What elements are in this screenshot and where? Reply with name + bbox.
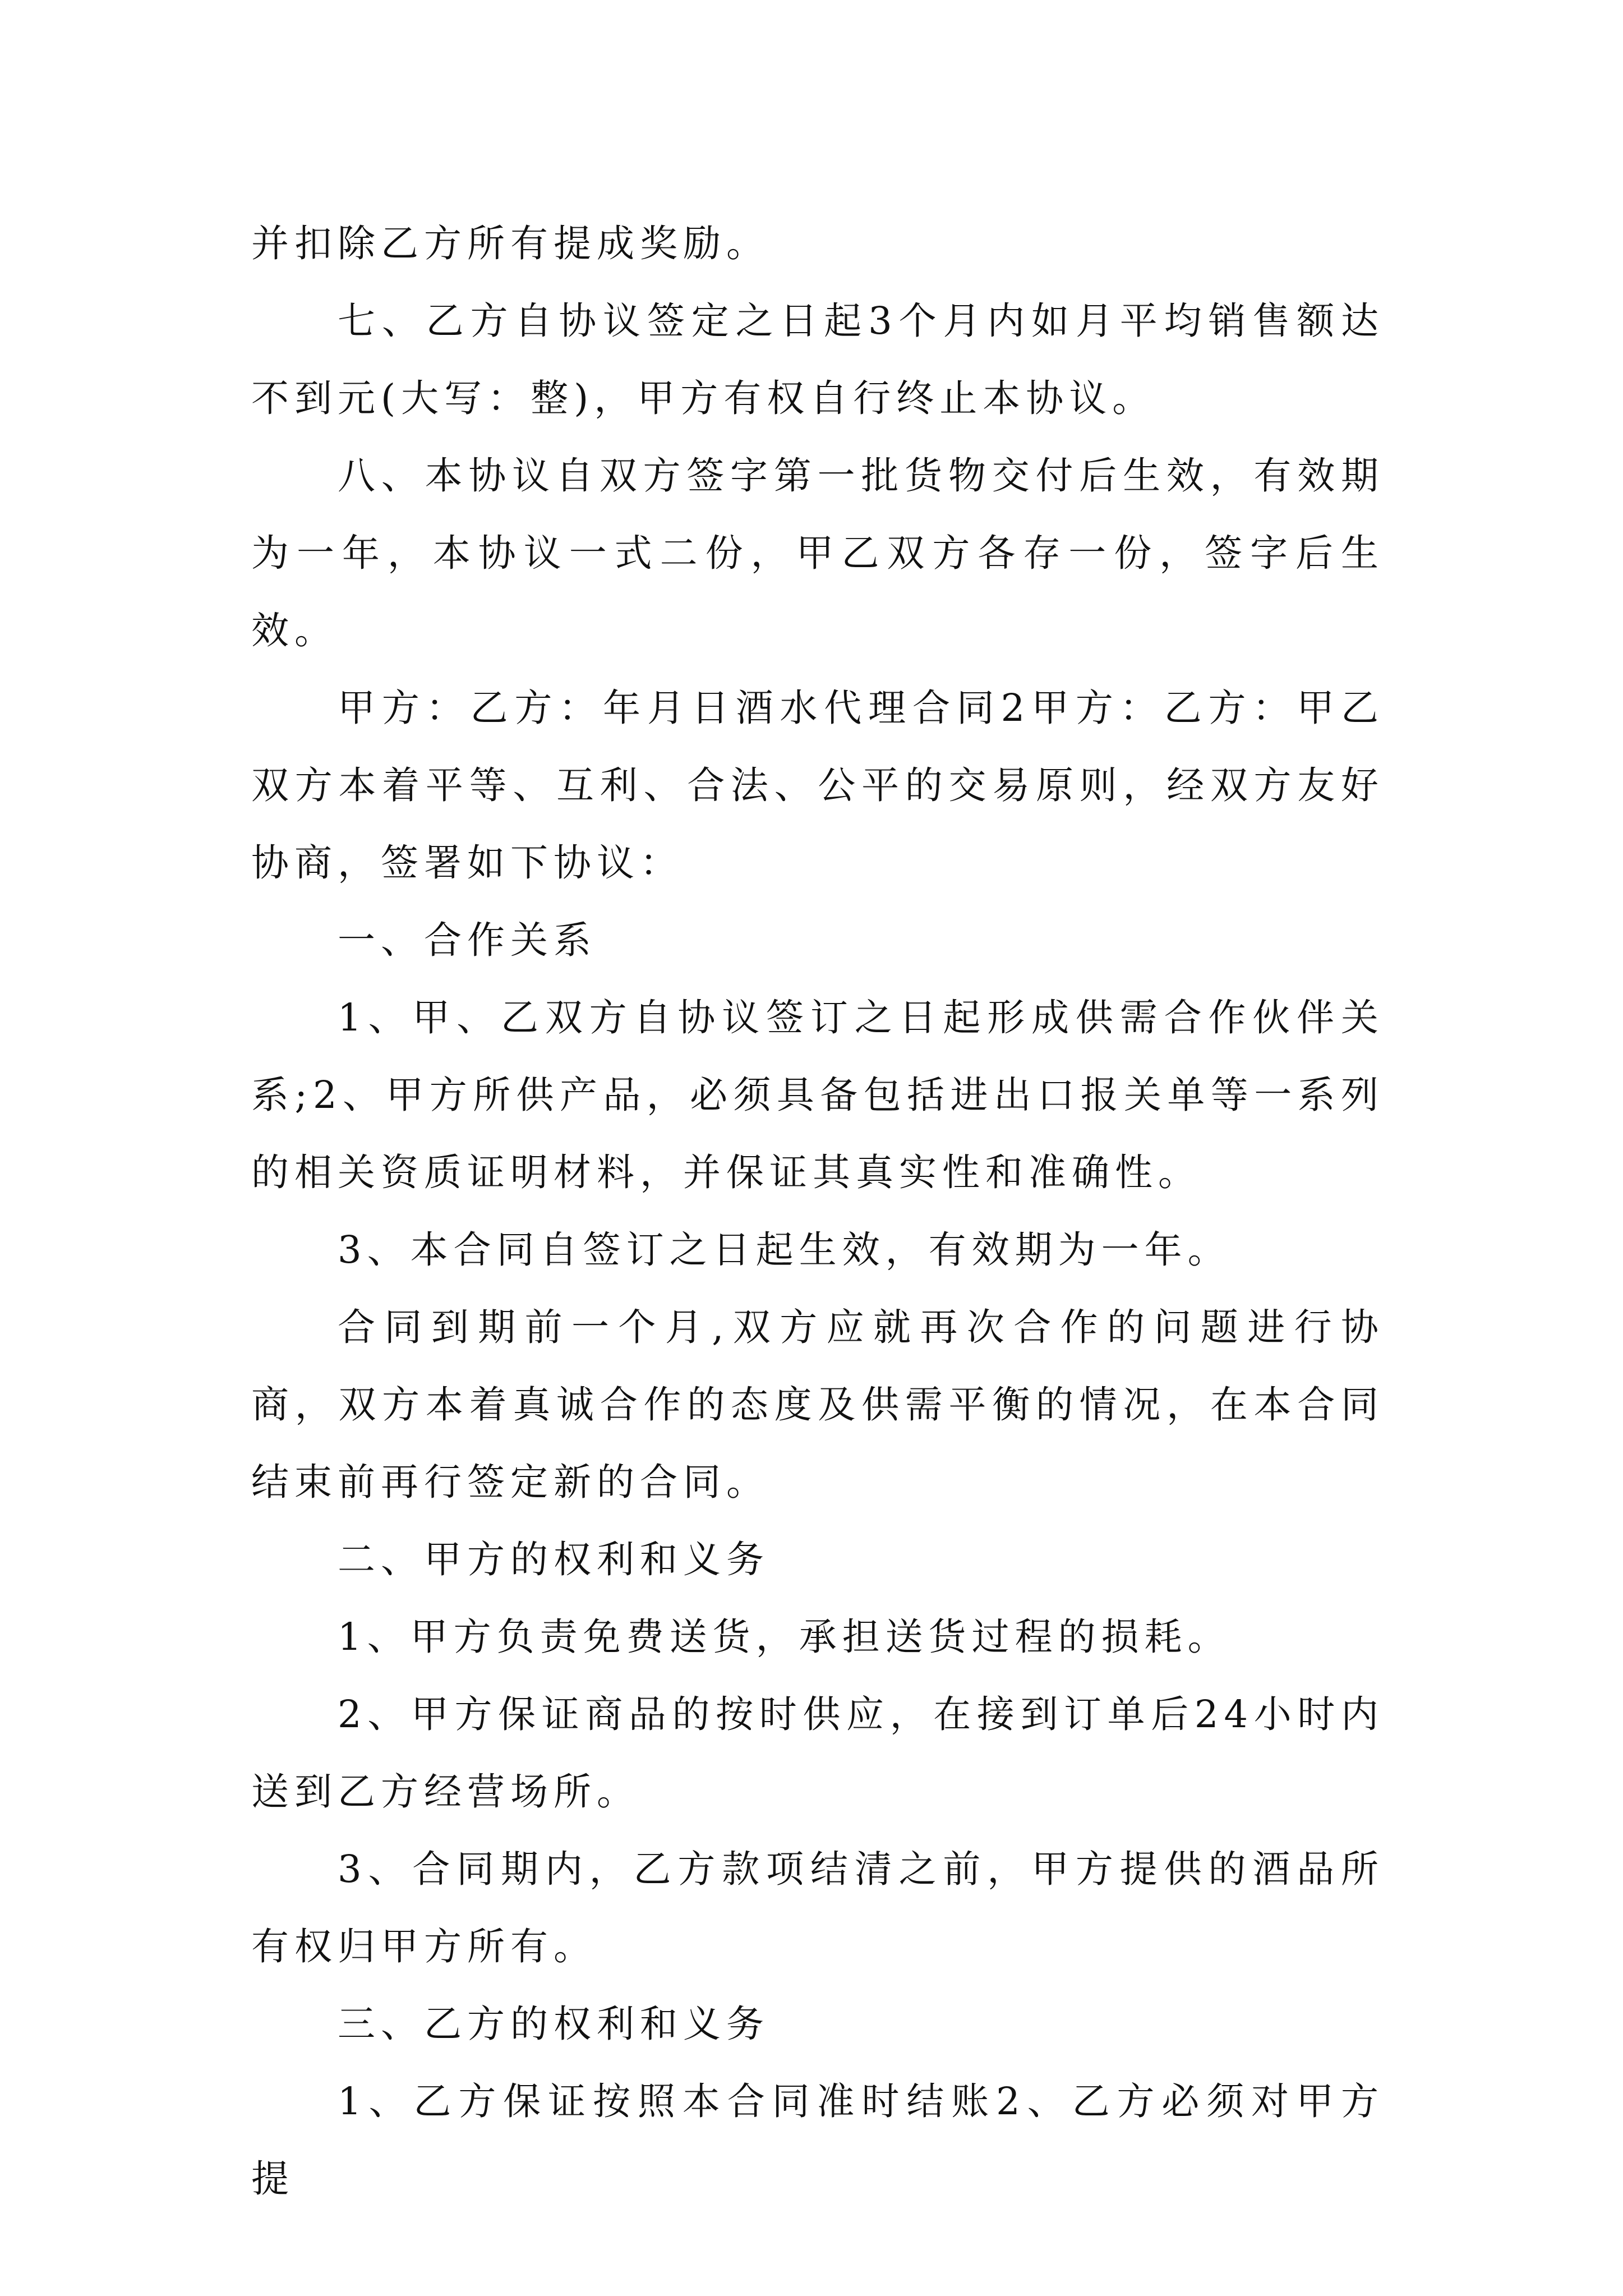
paragraph-renewal: 合同到期前一个月,双方应就再次合作的问题进行协商，双方本着真诚合作的态度及供需平衡的情况，在本合同结束前再行签定新的合同。 [251, 1305, 1384, 1504]
paragraph-continuation: 并扣除乙方所有提成奖励。 [251, 222, 769, 265]
paragraph-clause-8: 八、本协议自双方签字第一批货物交付后生效，有效期为一年，本协议一式二份，甲乙双方各存一份，签字后生效。 [251, 454, 1384, 652]
document-page [251, 205, 1384, 2217]
paragraph-party-a-1: 1、甲方负责免费送货，承担送货过程的损耗。 [338, 1615, 1231, 1659]
section-heading-cooperation: 一、合作关系 [338, 918, 597, 962]
paragraph-party-a-3: 3、合同期内，乙方款项结清之前，甲方提供的酒品所有权归甲方所有。 [251, 1847, 1384, 1968]
paragraph-contract-2-intro: 甲方：乙方：年月日酒水代理合同2甲方：乙方：甲乙双方本着平等、互利、合法、公平的交易原则，经双方友好协商，签署如下协议： [251, 686, 1384, 885]
paragraph-clause-7: 七、乙方自协议签定之日起3个月内如月平均销售额达不到元(大写：整)，甲方有权自行终止本协议。 [251, 299, 1384, 420]
paragraph-cooperation-1-2: 1、甲、乙双方自协议签订之日起形成供需合作伙伴关系;2、甲方所供产品，必须具备包括进出口报关单等一系列的相关资质证明材料，并保证其真实性和准确性。 [251, 996, 1384, 1194]
paragraph-party-a-2: 2、甲方保证商品的按时供应，在接到订单后24小时内送到乙方经营场所。 [251, 1692, 1384, 1814]
section-heading-party-a: 二、甲方的权利和义务 [338, 1538, 769, 1581]
paragraph-party-b-1-2: 1、乙方保证按照本合同准时结账2、乙方必须对甲方提 [251, 2079, 1384, 2201]
paragraph-cooperation-3: 3、本合同自签订之日起生效，有效期为一年。 [338, 1228, 1231, 1272]
section-heading-party-b: 三、乙方的权利和义务 [338, 2002, 769, 2046]
